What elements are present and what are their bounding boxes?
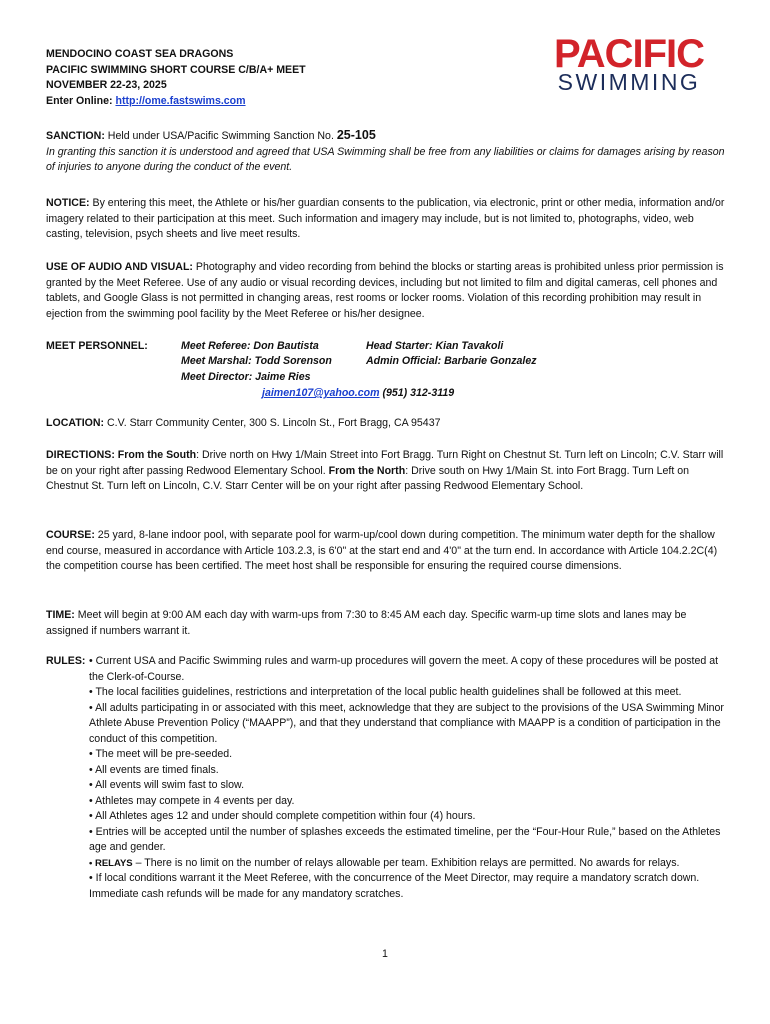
notice-section [46,196,726,243]
rule-item: • All Athletes ages 12 and under should complete competition within four (4) hours. [89,810,476,822]
rule-item: • Athletes may compete in 4 events per day. [89,794,295,807]
rule-item: • Current USA and Pacific Swimming rules and warm-up procedures will govern the meet. A copy of these procedures will be posted at the Clerk-of-Course. [89,655,719,683]
audio-visual-text: Photography and video recording from behind the blocks or starting areas is prohibited unless prior permission is granted by the Meet Referee. Use of any audio or visual recording devices, including but not limited to film and digital cameras, cell phones and tablets, and Google Glass is not permitted in changing areas, rest rooms or locker rooms. Violation of this recording prohibition may result in ejection from the swimming pool facility by the Meet Referee or his/her designee. [46,261,724,320]
logo-word-pacific: PACIFIC [553,32,705,76]
directions-north-label: From the North [328,464,406,477]
director-contact [262,386,454,402]
meet-dates: NOVEMBER 22-23, 2025 [46,79,167,91]
director-email-link[interactable]: jaimen107@yahoo.com [262,387,380,399]
meet-marshal: Meet Marshal: Todd Sorenson [181,355,332,367]
rule-item: • The local facilities guidelines, restrictions and interpretation of the local public health guidelines shall be followed at this meet. [89,686,682,698]
location-section [46,416,726,432]
logo-word-swimming: SWIMMING [557,69,701,95]
meet-title: PACIFIC SWIMMING SHORT COURSE C/B/A+ MEET [46,63,306,76]
rule-item: • All adults participating in or associated with this meet, acknowledge that they are subject to the provisions of the USA Swimming Minor Athlete Abuse Prevention Policy (“MAAPP”), and that they understand that compliance with MAAPP is a condition of participation in the conduct of this competition. [89,701,724,745]
meet-director: Meet Director: Jaime Ries [181,371,311,383]
audio-visual-label: USE OF AUDIO AND VISUAL: [46,261,193,273]
sanction-disclaimer: In granting this sanction it is understood and agreed that USA Swimming shall be free from any liabilities or claims for damages arising by reason of injuries to anyone during the conduct of the event. [46,145,725,173]
page-number: 1 [382,948,388,960]
pacific-swimming-logo [536,32,722,96]
rule-item: • All events will swim fast to slow. [89,779,245,791]
course-label: COURSE: [46,529,95,541]
rule-item: • If local conditions warrant it the Meet Referee, with the concurrence of the Meet Director, may require a mandatory scratch down. Immediate cash refunds will be made for any mandatory scratches. [89,872,700,900]
sanction-section [46,128,726,176]
sanction-label: SANCTION: [46,130,105,142]
location-text: C.V. Starr Community Center, 300 S. Lincoln St., Fort Bragg, CA 95437 [104,417,441,429]
rules-label: RULES: [46,655,86,667]
directions-label: DIRECTIONS: From the South [46,449,197,461]
rule-item: • Entries will be accepted until the number of splashes exceeds the estimated timeline, per the “Four-Hour Rule,” based on the Athletes age and gender. [89,825,721,853]
location-label: LOCATION: [46,417,105,429]
rule-item: • The meet will be pre-seeded. [89,748,233,760]
relays-text: – There is no limit on the number of relays allowable per team. Exhibition relays are permitted. No awards for relays. [132,856,680,869]
directions-section [46,448,726,495]
meet-referee: Meet Referee: Don Bautista [181,340,319,352]
enter-online [46,94,486,110]
entry-link[interactable]: http://ome.fastswims.com [115,94,246,107]
sanction-text: Held under USA/Pacific Swimming Sanction No. [104,130,337,142]
relays-label: • RELAYS [89,857,133,869]
course-text: 25 yard, 8-lane indoor pool, with separate pool for warm-up/cool down during competition. The minimum water depth for the shallow end course, measured in accordance with Article 103.2.3, is 6'0" at the start end and 4'0" at the turn end. In accordance with Article 104.2.2C(4) the competition course has been certified. The meet host shall be responsible for ensuring the required course dimensions. [46,529,718,572]
rules-list [89,654,726,902]
time-section [46,608,726,639]
notice-label: NOTICE: [46,197,90,209]
time-label: TIME: [46,609,75,621]
time-text: Meet will begin at 9:00 AM each day with warm-ups from 7:30 to 8:45 AM each day. Specific warm-up time slots and lanes may be assigned if numbers warrant it. [46,609,687,637]
directions-south-text: : Drive north on Hwy 1/Main Street into Fort Bragg. Turn Right on Chestnut St. Turn left on Lincoln; C.V. Starr will be on your right after passing Redwood Elementary School. [46,449,724,477]
enter-online-label: Enter Online: [46,94,116,107]
meet-header [46,47,486,109]
sanction-number: 25-105 [336,128,376,142]
rule-item: • All events are timed finals. [89,763,219,776]
admin-official: Admin Official: Barbarie Gonzalez [366,355,537,367]
personnel-label: MEET PERSONNEL: [46,340,148,352]
course-section [46,528,726,575]
rule-item-relays [89,856,726,872]
directions-north-text: : Drive south on Hwy 1/Main St. into Fort Bragg. Turn Left on Chestnut St. Turn left on Lincoln, C.V. Starr Center will be on your right after passing Redwood Elementary School. [46,464,689,492]
host-club: MENDOCINO COAST SEA DRAGONS [46,48,234,60]
head-starter: Head Starter: Kian Tavakoli [366,340,504,352]
director-phone: (951) 312-3119 [379,387,455,399]
notice-text: By entering this meet, the Athlete or his/her guardian consents to the publication, via electronic, print or other media, information and/or imagery related to their participation at this meet. Such information and imagery may include, but is not limited to, photographs, video, web casting, television, psych sheets and live meet results. [46,197,725,240]
audio-visual-section [46,260,726,322]
